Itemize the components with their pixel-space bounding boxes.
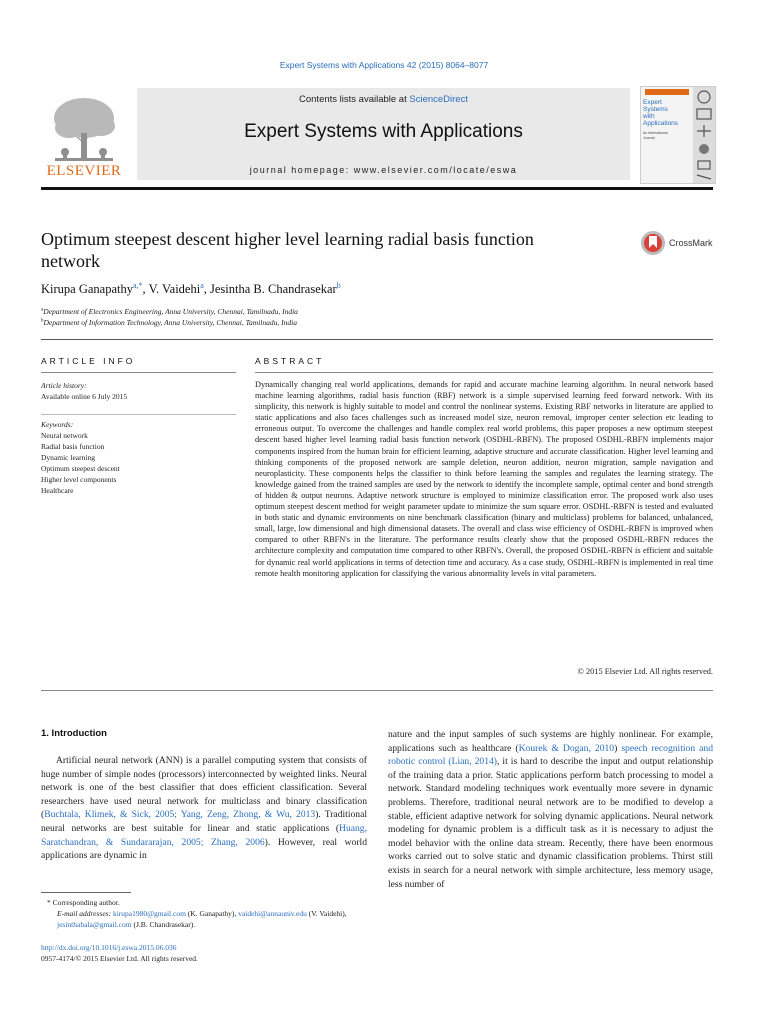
keywords-block: Keywords: Neural network Radial basis function Dynamic learning Optimum steepest descent Higher level components Healthcare <box>41 419 236 496</box>
paper-title: Optimum steepest descent higher level learning radial basis function network <box>41 229 534 271</box>
keyword: Neural network <box>41 431 88 440</box>
email-link[interactable]: vaidehi@annauniv.edu <box>238 909 307 918</box>
article-history: Article history: Available online 6 July 2015 <box>41 381 128 401</box>
keyword: Radial basis function <box>41 442 105 451</box>
keyword: Optimum steepest descent <box>41 464 120 473</box>
sciencedirect-link[interactable]: ScienceDirect <box>409 94 468 105</box>
contents-line <box>137 94 630 105</box>
keywords-rule <box>41 414 236 415</box>
email-link[interactable]: jesinthabala@gmail.com <box>57 920 132 929</box>
journal-banner <box>137 88 630 180</box>
keyword: Healthcare <box>41 486 74 495</box>
abstract-heading: ABSTRACT <box>255 356 325 366</box>
citation-link[interactable]: Huang, Saratchandran, & Sundararajan, 2005; Zhang, 2006 <box>41 822 367 848</box>
journal-cover[interactable] <box>640 86 716 184</box>
citation-link[interactable]: Buchtala, Klimek, & Sick, 2005; Yang, Zeng, Zhong, & Wu, 2013 <box>44 809 316 821</box>
crossmark-icon <box>640 230 666 256</box>
header-rule <box>41 187 713 190</box>
cover-title: Expert Systems with Applications <box>643 99 679 127</box>
intro-right-column <box>388 728 713 891</box>
crossmark-label: CrossMark <box>669 238 713 248</box>
affiliation-a: $^a$Department of Electronics Engineering, Anna University, Chennai, Tamilnadu, India <box>41 307 298 316</box>
citation-link[interactable]: Kourek & Dogan, 2010 <box>518 742 615 754</box>
issn-line: 0957-4174/© 2015 Elsevier Ltd. All rights reserved. <box>41 954 198 963</box>
crossmark-badge[interactable] <box>640 230 720 258</box>
intro-left-column <box>41 754 367 863</box>
elsevier-wordmark: ELSEVIER <box>46 163 122 179</box>
abstract-bottom-rule <box>41 690 713 691</box>
article-info-rule <box>41 372 236 373</box>
affiliation-b: $^b$Department of Information Technology, Anna University, Chennai, Tamilnadu, India <box>41 318 297 327</box>
journal-citation[interactable]: Expert Systems with Applications 42 (2015) 8064–8077 <box>279 60 489 70</box>
author-affiliation-mark[interactable]: a <box>200 281 204 290</box>
article-info-heading: ARTICLE INFO <box>41 356 136 366</box>
cover-subtitle: An International Journal <box>643 131 668 140</box>
page-footer <box>41 942 371 964</box>
footnote-rule <box>41 892 131 893</box>
section-rule <box>41 339 713 340</box>
author-list: Kirupa Ganapathy$^{a,*}$, V. Vaidehi$^a$, Jesintha B. Chandrasekar$^b$ <box>41 281 341 297</box>
journal-name: Expert Systems with Applications <box>244 121 523 142</box>
intro-paragraph: Artificial neural network (ANN) is a parallel computing system that consists of huge number of simple nodes (processors) interconnected by weighted links. Neural network is one of the best classifier that does efficient classification. Several researchers have used neural network for multiclass and binary classification (Buchtala, Klimek, & Sick, 2005; Yang, Zeng, Zhong, & Wu, 2013). Traditional neural networks are best suitable for linear and static applications (Huang, Saratchandran, & Sundararajan, 2005; Zhang, 2006). However, real world applications are dynamic in <box>41 755 368 862</box>
author-affiliation-mark[interactable]: a,* <box>132 281 143 290</box>
journal-homepage[interactable]: journal homepage: www.elsevier.com/locate/eswa <box>249 165 518 175</box>
citation-link[interactable]: speech recognition and robotic control (Lian, 2014) <box>388 742 713 768</box>
author-name: V. Vaidehi <box>148 282 201 297</box>
keyword: Dynamic learning <box>41 453 95 462</box>
author-name: Kirupa Ganapathy <box>41 282 133 297</box>
doi-link[interactable]: http://dx.doi.org/10.1016/j.eswa.2015.06.036 <box>41 943 177 952</box>
cover-band <box>645 89 689 95</box>
author-name: Jesintha B. Chandrasekar <box>210 282 337 297</box>
introduction-heading: 1. Introduction <box>41 728 107 739</box>
keyword: Higher level components <box>41 475 117 484</box>
abstract-rule <box>255 372 713 373</box>
email-link[interactable]: kirupa1980@gmail.com <box>112 909 186 918</box>
footnote: * Corresponding author. E-mail addresses: kirupa1980@gmail.com (K. Ganapathy), vaidehi@annauniv.edu (V. Vaidehi), jesinthabala@gmail.com (J.B. Chandrasekar). <box>47 898 347 929</box>
intro-paragraph: nature and the input samples of such systems are highly nonlinear. For example, applications such as healthcare (Kourek & Dogan, 2010) speech recognition and robotic control (Lian, 2014), it is hard to describe the input and output relationship of the training data a prior. Static applications perform batch processing to model a network. Standard modeling techniques work eventually more severe in dynamic problems. Therefore, traditional neural network are to be modified to develop a stable, efficient adaptive network for solving dynamic applications. Neural network modeling for dynamic problem is a difficult task as it is necessary to adjust the model behavior with the online data stream. Recently, there have been enormous works carried out to solve static and dynamic classification problems. Thirst still exists in search for a neural network with simple architecture, less memory usage, less number of <box>388 729 713 890</box>
abstract-copyright: © 2015 Elsevier Ltd. All rights reserved. <box>577 667 713 676</box>
cover-art-icon <box>693 87 715 183</box>
contents-prefix: Contents lists available at <box>299 94 410 105</box>
abstract-text: Dynamically changing real world applications, demands for rapid and accurate machine learning algorithm. In neural network based machine learning algorithms, radial basis function (RBF) network is a simple supervised learning feed forward network. With its simplicity, this network is highly suitable to model and control the nonlinear systems. Existing RBF networks in literature are applied to static applications and also faces challenges such as increased model size, neuron removal, improper center selection etc leading to erroneous output. To overcome the challenges and handle complex real world problems, this paper proposes a new optimum steepest descent based higher level learning radial basis function network (OSDHL-RBFN). The proposed OSDHL-RBFN implements major components inspired from the human brain for efficient learning, adaptive structure and accurate classification. Higher level learning and thinking components of the proposed network are sample deletion, neuron addition, neuron migration, sample navigation and neuroplasticity. These components helps the classifier to think before learning the samples and regulates the learning strategy. The knowledge gained from the trained samples are used by the network to identify the incomplete sample, optimal center and bond strength of hidden & output neurons. Adaptive network structure is employed to minimize classification error. The proposed work also uses optimum steepest descent method for weight parameter update to minimize the sum square error. OSDHL-RBFN is tested and evaluated in both static and dynamic environments on nine benchmark classification (binary and multiclass) problems for balanced, unbalanced, small, large, low dimensional and high dimensional datasets. The overall and class wise efficiency of OSDHL-RBFN is improved when compared to other RBFN's in the literature. The performance results clearly show that the proposed OSDHL-RBFN reduces the architecture complexity and computation time compared to other RBFN's. Overall, the proposed OSDHL-RBFN is efficient and suitable for dynamic real world applications in terms of detection time and accuracy. As a case study, OSDHL-RBFN is implemented in real time remote health monitoring application for classifying the various abnormality levels in vital parameters. <box>255 380 713 578</box>
author-affiliation-mark[interactable]: b <box>336 281 341 290</box>
